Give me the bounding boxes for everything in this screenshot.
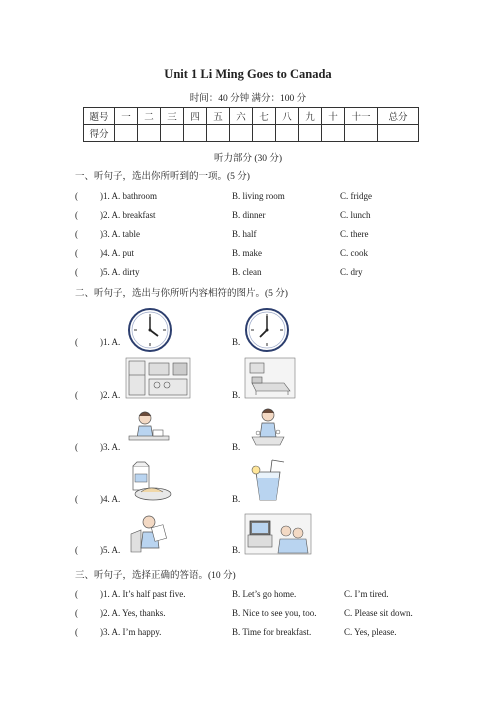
option-c: C. dry bbox=[340, 267, 363, 277]
answer-paren[interactable]: ( bbox=[75, 589, 78, 599]
option-a: )3. A. bbox=[100, 442, 121, 452]
option-c: C. there bbox=[340, 229, 369, 239]
score-header-cell: 一 bbox=[115, 108, 138, 125]
answer-paren[interactable]: ( bbox=[75, 337, 78, 347]
score-header-cell: 九 bbox=[299, 108, 322, 125]
milk-bread-picture bbox=[125, 462, 175, 504]
score-header-cell: 十一 bbox=[345, 108, 378, 125]
option-a: )4. A. put bbox=[100, 248, 135, 258]
score-header-cell: 题号 bbox=[84, 108, 115, 125]
score-header-cell: 五 bbox=[207, 108, 230, 125]
answer-paren[interactable]: ( bbox=[75, 627, 78, 637]
option-b: B. bbox=[232, 545, 241, 555]
score-cell[interactable] bbox=[161, 125, 184, 142]
option-c: C. lunch bbox=[340, 210, 371, 220]
score-table-header-row bbox=[84, 108, 419, 125]
score-cell[interactable] bbox=[322, 125, 345, 142]
bedroom-picture bbox=[244, 357, 296, 399]
score-header-cell: 七 bbox=[253, 108, 276, 125]
answer-paren[interactable]: ( bbox=[75, 248, 78, 258]
answer-paren[interactable]: ( bbox=[75, 267, 78, 277]
option-a: )5. A. dirty bbox=[100, 267, 140, 277]
score-header-cell: 四 bbox=[184, 108, 207, 125]
section3-heading: 三、听句子，选择正确的答语。(10 分) bbox=[75, 571, 236, 581]
score-cell[interactable] bbox=[276, 125, 299, 142]
option-b: B. Let’s go home. bbox=[232, 589, 297, 599]
answer-paren[interactable]: ( bbox=[75, 390, 78, 400]
option-c: C. Please sit down. bbox=[344, 608, 413, 618]
option-c: C. Yes, please. bbox=[344, 627, 397, 637]
option-b: B. Nice to see you, too. bbox=[232, 608, 317, 618]
score-cell[interactable] bbox=[115, 125, 138, 142]
option-b: B. clean bbox=[232, 267, 262, 277]
option-a: )2. A. breakfast bbox=[100, 210, 156, 220]
score-cell[interactable] bbox=[345, 125, 378, 142]
answer-paren[interactable]: ( bbox=[75, 442, 78, 452]
option-b: B. dinner bbox=[232, 210, 266, 220]
score-cell[interactable] bbox=[138, 125, 161, 142]
option-a: )4. A. bbox=[100, 494, 121, 504]
option-a: )1. A. It’s half past five. bbox=[100, 589, 186, 599]
juice-glass-picture bbox=[248, 458, 288, 504]
man-reading-picture bbox=[127, 512, 171, 554]
score-cell[interactable] bbox=[378, 125, 419, 142]
answer-paren[interactable]: ( bbox=[75, 494, 78, 504]
answer-paren[interactable]: ( bbox=[75, 191, 78, 201]
page-title: Unit 1 Li Ming Goes to Canada bbox=[164, 67, 332, 81]
option-b: B. bbox=[232, 494, 241, 504]
score-header-cell: 六 bbox=[230, 108, 253, 125]
score-header-cell: 十 bbox=[322, 108, 345, 125]
option-a: )3. A. I’m happy. bbox=[100, 627, 162, 637]
girl-washing-picture bbox=[244, 405, 292, 450]
score-table bbox=[83, 107, 419, 142]
clock-icon bbox=[244, 307, 290, 353]
section1-heading: 一、听句子，选出你所听到的一项。(5 分) bbox=[75, 172, 250, 182]
exam-info: 时间：40 分钟 满分：100 分 bbox=[189, 94, 307, 104]
option-b: B. bbox=[232, 337, 241, 347]
score-cell[interactable] bbox=[299, 125, 322, 142]
option-a: )2. A. Yes, thanks. bbox=[100, 608, 166, 618]
answer-paren[interactable]: ( bbox=[75, 545, 78, 555]
kitchen-picture bbox=[125, 357, 191, 399]
option-c: C. fridge bbox=[340, 191, 372, 201]
score-row-label: 得分 bbox=[84, 125, 115, 142]
option-b: B. bbox=[232, 442, 241, 452]
family-tv-picture bbox=[244, 513, 312, 555]
option-a: )2. A. bbox=[100, 390, 121, 400]
answer-paren[interactable]: ( bbox=[75, 210, 78, 220]
answer-paren[interactable]: ( bbox=[75, 608, 78, 618]
section2-heading: 二、听句子，选出与你所听内容相符的图片。(5 分) bbox=[75, 289, 288, 299]
answer-paren[interactable]: ( bbox=[75, 229, 78, 239]
option-b: B. living room bbox=[232, 191, 285, 201]
score-cell[interactable] bbox=[184, 125, 207, 142]
option-b: B. make bbox=[232, 248, 262, 258]
option-a: )1. A. bbox=[100, 337, 121, 347]
girl-reading-picture bbox=[125, 408, 173, 450]
option-a: )1. A. bathroom bbox=[100, 191, 157, 201]
option-c: C. cook bbox=[340, 248, 368, 258]
option-b: B. Time for breakfast. bbox=[232, 627, 312, 637]
option-b: B. bbox=[232, 390, 241, 400]
score-header-cell: 三 bbox=[161, 108, 184, 125]
score-cell[interactable] bbox=[230, 125, 253, 142]
score-header-cell: 二 bbox=[138, 108, 161, 125]
option-a: )5. A. bbox=[100, 545, 121, 555]
clock-icon bbox=[127, 307, 173, 353]
score-cell[interactable] bbox=[207, 125, 230, 142]
option-b: B. half bbox=[232, 229, 257, 239]
score-header-cell: 总分 bbox=[378, 108, 419, 125]
score-header-cell: 八 bbox=[276, 108, 299, 125]
option-a: )3. A. table bbox=[100, 229, 140, 239]
score-cell[interactable] bbox=[253, 125, 276, 142]
listening-part-heading: 听力部分 (30 分) bbox=[213, 154, 283, 164]
option-c: C. I’m tired. bbox=[344, 589, 389, 599]
score-table-score-row bbox=[84, 125, 419, 142]
